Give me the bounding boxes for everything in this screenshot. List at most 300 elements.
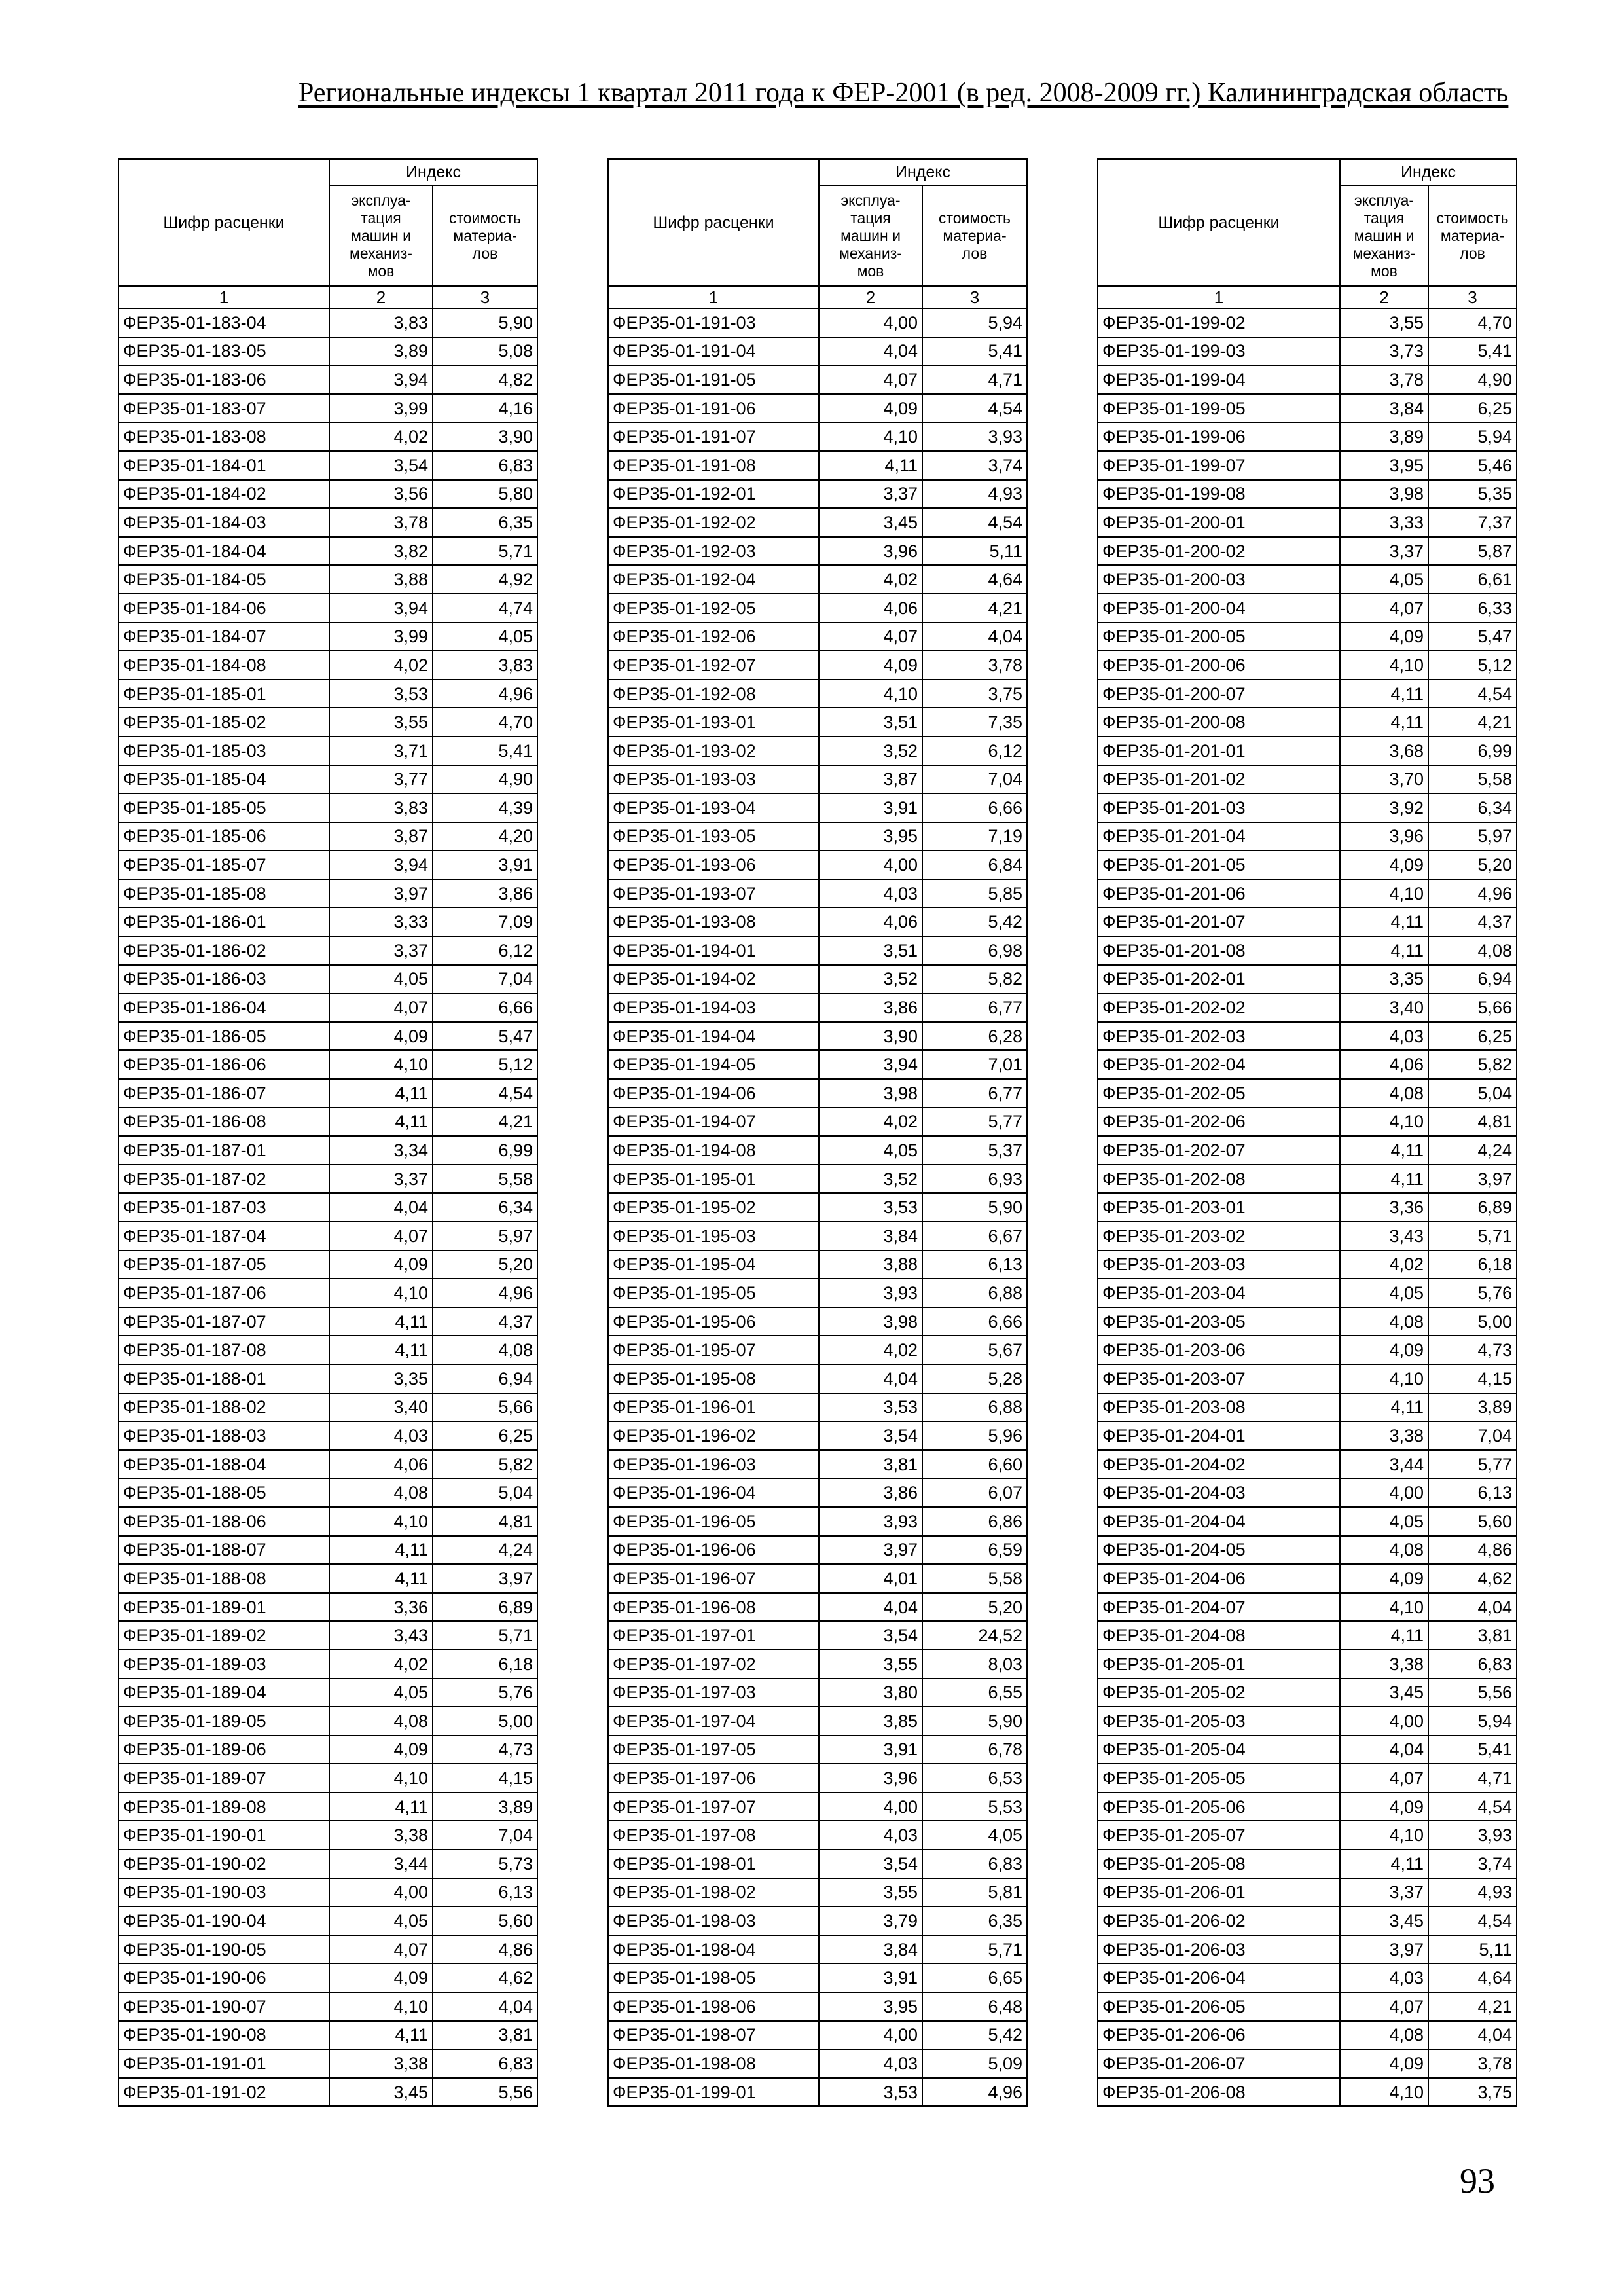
materials-index-cell: 5,12: [1428, 651, 1517, 680]
header-col-2: 2: [819, 286, 922, 308]
rate-code-cell: ФЕР35-01-205-03: [1098, 1707, 1340, 1736]
rate-code-cell: ФЕР35-01-204-05: [1098, 1536, 1340, 1565]
table-row: [608, 1364, 1027, 1393]
machines-index-cell: 3,45: [1340, 1679, 1428, 1707]
table-row: [608, 1250, 1027, 1279]
rate-code-cell: ФЕР35-01-192-01: [608, 480, 819, 509]
materials-index-cell: 4,04: [922, 623, 1027, 651]
materials-index-cell: 3,97: [1428, 1165, 1517, 1194]
rate-code-cell: ФЕР35-01-198-02: [608, 1878, 819, 1907]
header-materials: стоимость материа- лов: [433, 185, 537, 286]
table-body: [608, 308, 1027, 2106]
materials-index-cell: 5,82: [922, 965, 1027, 994]
header-col-2: 2: [329, 286, 433, 308]
rate-code-cell: ФЕР35-01-201-01: [1098, 737, 1340, 765]
materials-index-cell: 5,47: [433, 1022, 537, 1051]
header-code: Шифр расценки: [1098, 159, 1340, 286]
table-row: [608, 1478, 1027, 1507]
rate-code-cell: ФЕР35-01-184-04: [118, 537, 329, 566]
rate-code-cell: ФЕР35-01-184-07: [118, 623, 329, 651]
rate-code-cell: ФЕР35-01-203-04: [1098, 1279, 1340, 1307]
table-row: [118, 1079, 537, 1108]
materials-index-cell: 4,93: [922, 480, 1027, 509]
rate-code-cell: ФЕР35-01-193-01: [608, 708, 819, 737]
materials-index-cell: 6,33: [1428, 594, 1517, 623]
materials-index-cell: 3,91: [433, 850, 537, 879]
table-row: [1098, 308, 1517, 337]
machines-index-cell: 3,56: [329, 480, 433, 509]
table-row: [1098, 822, 1517, 851]
rate-code-cell: ФЕР35-01-205-02: [1098, 1679, 1340, 1707]
machines-index-cell: 4,09: [1340, 623, 1428, 651]
materials-index-cell: 6,78: [922, 1736, 1027, 1764]
rate-code-cell: ФЕР35-01-187-01: [118, 1136, 329, 1165]
table-row: [118, 651, 537, 680]
machines-index-cell: 3,45: [819, 508, 922, 537]
machines-index-cell: 3,91: [819, 793, 922, 822]
rate-code-cell: ФЕР35-01-192-06: [608, 623, 819, 651]
table-row: [118, 422, 537, 451]
machines-index-cell: 3,53: [819, 1193, 922, 1222]
machines-index-cell: 3,84: [819, 1935, 922, 1964]
table-row: [608, 680, 1027, 708]
rate-code-cell: ФЕР35-01-190-02: [118, 1850, 329, 1878]
materials-index-cell: 5,58: [433, 1165, 537, 1194]
materials-index-cell: 6,83: [433, 451, 537, 480]
table-row: [608, 2078, 1027, 2107]
materials-index-cell: 3,75: [1428, 2078, 1517, 2107]
table-row: [1098, 765, 1517, 794]
rate-code-cell: ФЕР35-01-205-08: [1098, 1850, 1340, 1878]
machines-index-cell: 4,03: [329, 1421, 433, 1450]
rate-code-cell: ФЕР35-01-195-03: [608, 1222, 819, 1250]
table-row: [1098, 879, 1517, 908]
table-row: [608, 451, 1027, 480]
table-row: [608, 1821, 1027, 1850]
machines-index-cell: 4,02: [819, 565, 922, 594]
machines-index-cell: 4,08: [1340, 1079, 1428, 1108]
rate-code-cell: ФЕР35-01-184-08: [118, 651, 329, 680]
materials-index-cell: 3,78: [1428, 2049, 1517, 2078]
materials-index-cell: 6,66: [922, 1307, 1027, 1336]
materials-index-cell: 6,89: [433, 1593, 537, 1622]
table-row: [1098, 1165, 1517, 1194]
machines-index-cell: 3,90: [819, 1022, 922, 1051]
materials-index-cell: 5,04: [433, 1478, 537, 1507]
materials-index-cell: 6,77: [922, 1079, 1027, 1108]
machines-index-cell: 3,98: [819, 1307, 922, 1336]
materials-index-cell: 6,86: [922, 1507, 1027, 1536]
rate-code-cell: ФЕР35-01-185-03: [118, 737, 329, 765]
machines-index-cell: 3,53: [819, 2078, 922, 2107]
materials-index-cell: 6,88: [922, 1393, 1027, 1422]
header-col-1: 1: [608, 286, 819, 308]
table-row: [608, 1593, 1027, 1622]
table-row: [608, 765, 1027, 794]
machines-index-cell: 4,07: [1340, 1992, 1428, 2021]
index-table-3: [1097, 158, 1517, 2107]
rate-code-cell: ФЕР35-01-192-07: [608, 651, 819, 680]
materials-index-cell: 3,93: [1428, 1821, 1517, 1850]
materials-index-cell: 5,71: [433, 537, 537, 566]
machines-index-cell: 3,52: [819, 1165, 922, 1194]
machines-index-cell: 3,35: [1340, 965, 1428, 994]
table-row: [118, 1307, 537, 1336]
machines-index-cell: 4,04: [1340, 1736, 1428, 1764]
materials-index-cell: 5,82: [1428, 1050, 1517, 1079]
materials-index-cell: 4,54: [1428, 1906, 1517, 1935]
rate-code-cell: ФЕР35-01-185-02: [118, 708, 329, 737]
table-row: [118, 993, 537, 1022]
table-row: [1098, 1250, 1517, 1279]
header-code: Шифр расценки: [608, 159, 819, 286]
table-row: [1098, 1307, 1517, 1336]
header-index: Индекс: [329, 159, 537, 185]
rate-code-cell: ФЕР35-01-195-05: [608, 1279, 819, 1307]
machines-index-cell: 4,08: [1340, 2021, 1428, 2050]
rate-code-cell: ФЕР35-01-196-08: [608, 1593, 819, 1622]
table-row: [608, 337, 1027, 366]
materials-index-cell: 5,96: [922, 1421, 1027, 1450]
machines-index-cell: 3,44: [329, 1850, 433, 1878]
machines-index-cell: 3,43: [329, 1621, 433, 1650]
rate-code-cell: ФЕР35-01-201-06: [1098, 879, 1340, 908]
materials-index-cell: 4,71: [1428, 1764, 1517, 1793]
rate-code-cell: ФЕР35-01-200-05: [1098, 623, 1340, 651]
machines-index-cell: 4,05: [329, 1906, 433, 1935]
materials-index-cell: 5,76: [1428, 1279, 1517, 1307]
materials-index-cell: 4,15: [1428, 1364, 1517, 1393]
machines-index-cell: 4,04: [819, 1364, 922, 1393]
rate-code-cell: ФЕР35-01-190-04: [118, 1906, 329, 1935]
table-row: [1098, 1364, 1517, 1393]
materials-index-cell: 7,01: [922, 1050, 1027, 1079]
machines-index-cell: 3,89: [329, 337, 433, 366]
header-col-1: 1: [1098, 286, 1340, 308]
table-row: [118, 1279, 537, 1307]
table-row: [608, 537, 1027, 566]
rate-code-cell: ФЕР35-01-200-01: [1098, 508, 1340, 537]
rate-code-cell: ФЕР35-01-193-02: [608, 737, 819, 765]
machines-index-cell: 3,71: [329, 737, 433, 765]
table-row: [608, 480, 1027, 509]
table-row: [1098, 1478, 1517, 1507]
machines-index-cell: 4,05: [819, 1136, 922, 1165]
materials-index-cell: 3,86: [433, 879, 537, 908]
rate-code-cell: ФЕР35-01-195-07: [608, 1336, 819, 1364]
page-title: Региональные индексы 1 квартал 2011 года к ФЕР-2001 (в ред. 2008-2009 гг.) Калининградская область: [298, 78, 1509, 108]
rate-code-cell: ФЕР35-01-188-08: [118, 1564, 329, 1593]
materials-index-cell: 6,61: [1428, 565, 1517, 594]
machines-index-cell: 4,04: [819, 1593, 922, 1622]
materials-index-cell: 5,11: [922, 537, 1027, 566]
table-row: [118, 480, 537, 509]
table-row: [1098, 2021, 1517, 2050]
table-row: [118, 1821, 537, 1850]
table-header: [1098, 159, 1517, 308]
materials-index-cell: 7,37: [1428, 508, 1517, 537]
machines-index-cell: 3,52: [819, 965, 922, 994]
machines-index-cell: 3,81: [819, 1450, 922, 1479]
rate-code-cell: ФЕР35-01-185-06: [118, 822, 329, 851]
rate-code-cell: ФЕР35-01-187-07: [118, 1307, 329, 1336]
machines-index-cell: 4,06: [819, 594, 922, 623]
machines-index-cell: 3,91: [819, 1963, 922, 1992]
machines-index-cell: 3,92: [1340, 793, 1428, 822]
materials-index-cell: 5,41: [922, 337, 1027, 366]
materials-index-cell: 6,60: [922, 1450, 1027, 1479]
rate-code-cell: ФЕР35-01-204-03: [1098, 1478, 1340, 1507]
rate-code-cell: ФЕР35-01-197-03: [608, 1679, 819, 1707]
table-row: [608, 1136, 1027, 1165]
rate-code-cell: ФЕР35-01-190-03: [118, 1878, 329, 1907]
materials-index-cell: 6,13: [922, 1250, 1027, 1279]
materials-index-cell: 5,47: [1428, 623, 1517, 651]
materials-index-cell: 4,64: [1428, 1963, 1517, 1992]
materials-index-cell: 4,93: [1428, 1878, 1517, 1907]
machines-index-cell: 3,88: [819, 1250, 922, 1279]
materials-index-cell: 3,75: [922, 680, 1027, 708]
materials-index-cell: 5,80: [433, 480, 537, 509]
table-row: [608, 1906, 1027, 1935]
materials-index-cell: 4,21: [1428, 1992, 1517, 2021]
machines-index-cell: 4,00: [819, 1793, 922, 1821]
machines-index-cell: 4,08: [1340, 1307, 1428, 1336]
materials-index-cell: 4,81: [433, 1507, 537, 1536]
rate-code-cell: ФЕР35-01-188-06: [118, 1507, 329, 1536]
table-row: [1098, 1564, 1517, 1593]
materials-index-cell: 5,20: [922, 1593, 1027, 1622]
materials-index-cell: 6,25: [1428, 1022, 1517, 1051]
machines-index-cell: 4,04: [329, 1193, 433, 1222]
table-row: [1098, 965, 1517, 994]
rate-code-cell: ФЕР35-01-186-06: [118, 1050, 329, 1079]
machines-index-cell: 3,94: [819, 1050, 922, 1079]
table-row: [118, 1165, 537, 1194]
table-row: [608, 907, 1027, 936]
table-row: [608, 1336, 1027, 1364]
table-row: [1098, 1136, 1517, 1165]
table-row: [608, 1079, 1027, 1108]
table-row: [118, 1536, 537, 1565]
rate-code-cell: ФЕР35-01-200-06: [1098, 651, 1340, 680]
table-row: [608, 623, 1027, 651]
table-row: [608, 822, 1027, 851]
machines-index-cell: 3,55: [1340, 308, 1428, 337]
machines-index-cell: 3,40: [329, 1393, 433, 1422]
table-body: [118, 308, 537, 2106]
table-row: [1098, 1222, 1517, 1250]
machines-index-cell: 4,11: [329, 1564, 433, 1593]
table-row: [608, 737, 1027, 765]
machines-index-cell: 4,02: [819, 1336, 922, 1364]
rate-code-cell: ФЕР35-01-195-02: [608, 1193, 819, 1222]
machines-index-cell: 3,89: [1340, 422, 1428, 451]
table-row: [608, 308, 1027, 337]
rate-code-cell: ФЕР35-01-184-03: [118, 508, 329, 537]
rate-code-cell: ФЕР35-01-200-02: [1098, 537, 1340, 566]
materials-index-cell: 7,19: [922, 822, 1027, 851]
rate-code-cell: ФЕР35-01-202-03: [1098, 1022, 1340, 1051]
table-row: [118, 365, 537, 394]
machines-index-cell: 3,96: [819, 537, 922, 566]
materials-index-cell: 6,34: [1428, 793, 1517, 822]
rate-code-cell: ФЕР35-01-203-07: [1098, 1364, 1340, 1393]
rate-code-cell: ФЕР35-01-197-05: [608, 1736, 819, 1764]
rate-code-cell: ФЕР35-01-204-08: [1098, 1621, 1340, 1650]
rate-code-cell: ФЕР35-01-203-02: [1098, 1222, 1340, 1250]
table-header: [608, 159, 1027, 308]
materials-index-cell: 4,86: [433, 1935, 537, 1964]
rate-code-cell: ФЕР35-01-203-05: [1098, 1307, 1340, 1336]
rate-code-cell: ФЕР35-01-187-03: [118, 1193, 329, 1222]
machines-index-cell: 4,07: [819, 365, 922, 394]
rate-code-cell: ФЕР35-01-196-05: [608, 1507, 819, 1536]
materials-index-cell: 4,24: [1428, 1136, 1517, 1165]
machines-index-cell: 3,78: [329, 508, 433, 537]
machines-index-cell: 4,10: [1340, 1821, 1428, 1850]
materials-index-cell: 5,11: [1428, 1935, 1517, 1964]
machines-index-cell: 4,03: [819, 1821, 922, 1850]
rate-code-cell: ФЕР35-01-204-02: [1098, 1450, 1340, 1479]
rate-code-cell: ФЕР35-01-197-04: [608, 1707, 819, 1736]
machines-index-cell: 4,11: [1340, 1393, 1428, 1422]
table-row: [1098, 537, 1517, 566]
table-row: [1098, 651, 1517, 680]
materials-index-cell: 4,70: [1428, 308, 1517, 337]
header-index: Индекс: [819, 159, 1027, 185]
table-row: [118, 1222, 537, 1250]
machines-index-cell: 3,35: [329, 1364, 433, 1393]
rate-code-cell: ФЕР35-01-201-08: [1098, 936, 1340, 965]
table-row: [118, 1906, 537, 1935]
machines-index-cell: 3,73: [1340, 337, 1428, 366]
table-row: [608, 1963, 1027, 1992]
materials-index-cell: 5,46: [1428, 451, 1517, 480]
rate-code-cell: ФЕР35-01-183-05: [118, 337, 329, 366]
rate-code-cell: ФЕР35-01-189-05: [118, 1707, 329, 1736]
materials-index-cell: 5,28: [922, 1364, 1027, 1393]
materials-index-cell: 6,99: [1428, 737, 1517, 765]
header-machines: эксплуа- тация машин и механиз- мов: [329, 185, 433, 286]
table-row: [1098, 1621, 1517, 1650]
machines-index-cell: 3,94: [329, 365, 433, 394]
machines-index-cell: 3,53: [819, 1393, 922, 1422]
rate-code-cell: ФЕР35-01-197-08: [608, 1821, 819, 1850]
rate-code-cell: ФЕР35-01-197-02: [608, 1650, 819, 1679]
materials-index-cell: 5,41: [433, 737, 537, 765]
materials-index-cell: 4,37: [433, 1307, 537, 1336]
materials-index-cell: 5,97: [1428, 822, 1517, 851]
materials-index-cell: 5,77: [1428, 1450, 1517, 1479]
machines-index-cell: 3,98: [1340, 480, 1428, 509]
machines-index-cell: 4,05: [1340, 1507, 1428, 1536]
header-col-3: 3: [922, 286, 1027, 308]
table-row: [1098, 1507, 1517, 1536]
machines-index-cell: 3,53: [329, 680, 433, 708]
table-row: [1098, 1593, 1517, 1622]
machines-index-cell: 4,00: [819, 2021, 922, 2050]
table-row: [608, 508, 1027, 537]
table-row: [608, 394, 1027, 423]
rate-code-cell: ФЕР35-01-188-05: [118, 1478, 329, 1507]
rate-code-cell: ФЕР35-01-190-08: [118, 2021, 329, 2050]
table-row: [1098, 623, 1517, 651]
machines-index-cell: 3,99: [329, 623, 433, 651]
rate-code-cell: ФЕР35-01-189-08: [118, 1793, 329, 1821]
machines-index-cell: 3,85: [819, 1707, 922, 1736]
table-row: [1098, 422, 1517, 451]
rate-code-cell: ФЕР35-01-188-04: [118, 1450, 329, 1479]
table-row: [1098, 394, 1517, 423]
table-row: [608, 1850, 1027, 1878]
materials-index-cell: 5,41: [1428, 1736, 1517, 1764]
machines-index-cell: 4,11: [1340, 708, 1428, 737]
machines-index-cell: 3,97: [819, 1536, 922, 1565]
materials-index-cell: 5,00: [433, 1707, 537, 1736]
machines-index-cell: 4,02: [819, 1108, 922, 1137]
materials-index-cell: 3,83: [433, 651, 537, 680]
machines-index-cell: 3,54: [819, 1621, 922, 1650]
rate-code-cell: ФЕР35-01-191-07: [608, 422, 819, 451]
rate-code-cell: ФЕР35-01-186-05: [118, 1022, 329, 1051]
rate-code-cell: ФЕР35-01-195-08: [608, 1364, 819, 1393]
table-row: [1098, 1679, 1517, 1707]
materials-index-cell: 4,73: [1428, 1336, 1517, 1364]
machines-index-cell: 4,07: [1340, 594, 1428, 623]
materials-index-cell: 5,00: [1428, 1307, 1517, 1336]
materials-index-cell: 4,05: [433, 623, 537, 651]
machines-index-cell: 4,11: [329, 2021, 433, 2050]
materials-index-cell: 4,62: [1428, 1564, 1517, 1593]
materials-index-cell: 5,66: [1428, 993, 1517, 1022]
header-col-3: 3: [433, 286, 537, 308]
table-row: [118, 1450, 537, 1479]
rate-code-cell: ФЕР35-01-194-06: [608, 1079, 819, 1108]
header-materials: стоимость материа- лов: [1428, 185, 1517, 286]
machines-index-cell: 4,08: [329, 1478, 433, 1507]
machines-index-cell: 3,55: [819, 1650, 922, 1679]
machines-index-cell: 4,08: [1340, 1536, 1428, 1565]
table-row: [1098, 1821, 1517, 1850]
table-row: [608, 1793, 1027, 1821]
rate-code-cell: ФЕР35-01-197-06: [608, 1764, 819, 1793]
machines-index-cell: 4,04: [819, 337, 922, 366]
materials-index-cell: 3,74: [922, 451, 1027, 480]
materials-index-cell: 4,62: [433, 1963, 537, 1992]
materials-index-cell: 3,81: [1428, 1621, 1517, 1650]
rate-code-cell: ФЕР35-01-204-06: [1098, 1564, 1340, 1593]
table-row: [608, 1878, 1027, 1907]
table-row: [118, 1364, 537, 1393]
materials-index-cell: 5,20: [433, 1250, 537, 1279]
rate-code-cell: ФЕР35-01-193-07: [608, 879, 819, 908]
materials-index-cell: 4,16: [433, 394, 537, 423]
rate-code-cell: ФЕР35-01-189-06: [118, 1736, 329, 1764]
table-row: [1098, 1707, 1517, 1736]
materials-index-cell: 5,94: [1428, 422, 1517, 451]
materials-index-cell: 4,71: [922, 365, 1027, 394]
machines-index-cell: 3,37: [329, 936, 433, 965]
machines-index-cell: 4,10: [329, 1764, 433, 1793]
table-row: [118, 394, 537, 423]
machines-index-cell: 3,55: [819, 1878, 922, 1907]
rate-code-cell: ФЕР35-01-206-07: [1098, 2049, 1340, 2078]
machines-index-cell: 3,95: [1340, 451, 1428, 480]
table-row: [608, 2049, 1027, 2078]
table-row: [1098, 793, 1517, 822]
table-row: [1098, 1336, 1517, 1364]
